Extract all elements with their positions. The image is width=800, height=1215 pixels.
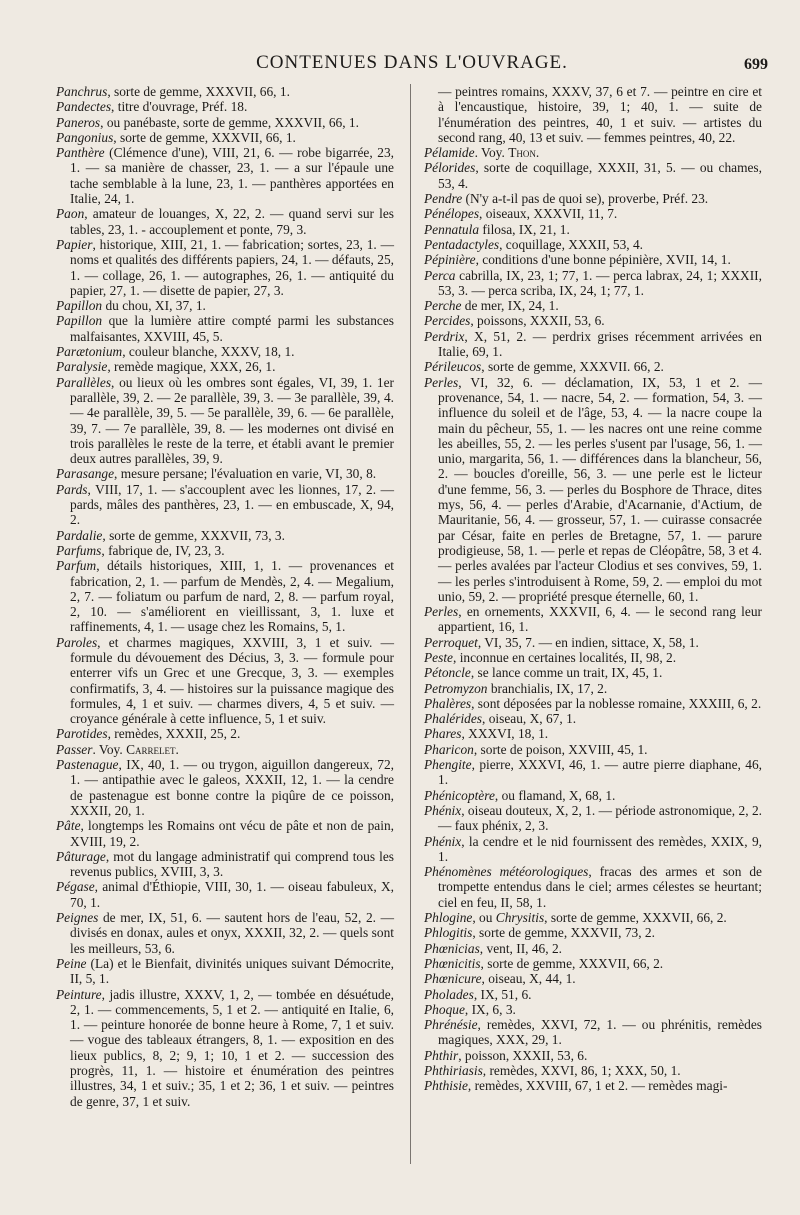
index-entry [56,237,394,298]
entry-headword: Papillon [56,298,103,314]
entry-headword: Phénicoptère [424,787,495,803]
entry-headword: Percides [424,313,471,329]
entry-headword: Phénix [424,833,462,849]
entry-text: , la cendre et le nid fournissent des remèdes, XXIX, 9, 1. [438,833,762,864]
entry-text: , amateur de louanges, X, 22, 2. — quand servi sur les tables, 23, 1. - accouplement et ponte, 79, 3. [70,206,394,237]
index-entry [56,726,394,741]
entry-headword: Phœnicure [424,971,482,987]
entry-headword: Phrénésie [424,1017,478,1033]
entry-text: — peintres romains, XXXV, 37, 6 et 7. — peintre en cire et à l'encaustique, histoire, 39, 1; 40, 1. — suite de l'énumération des peintres, 40, 1 et suiv. — artistes du second rang, 40, 13 et suiv. — femmes peintres, 40, 22. [438,84,762,145]
entry-headword: Pastenague [56,757,119,773]
entry-text: , sorte de gemme, XXXVII, 73, 2. [472,925,655,941]
entry-text-tail: . [535,145,540,161]
index-entry [56,543,394,558]
entry-text: , IX, 6, 3. [464,1001,516,1017]
entry-headword: Pangonius [56,129,114,145]
entry-text: , oiseau, X, 44, 1. [481,971,576,987]
index-entry [424,726,762,741]
entry-text: , vent, II, 46, 2. [479,940,562,956]
index-entry [56,84,394,99]
index-entry [424,681,762,696]
entry-headword: Pénélopes [424,206,480,222]
entry-headword: Phlogitis [424,925,473,941]
entry-headword: Phénix [424,802,462,818]
entry-text: de mer, IX, 51, 6. — sautent hors de l'eau, 52, 2. — divisés en donax, aules et onyx, XXXII, 32, 2. — quels sont les meilleurs, 53, 6. [70,910,394,956]
entry-text: , remèdes, XXVI, 86, 1; XXX, 50, 1. [482,1063,681,1078]
entry-text: , oiseau, X, 67, 1. [482,711,577,727]
entry-text: (N'y a-t-il pas de quoi se), proverbe, Préf. 23. [462,191,709,207]
entry-headword: Peine [56,955,87,971]
entry-text: , VIII, 17, 1. — s'accouplent avec les lionnes, 17, 2. — pards, mâles des panthères, 23, 1. — en embuscade, X, 94, 2. [70,481,394,528]
entry-headword: Panchrus [56,84,108,99]
entry-text: , sorte de gemme, XXXVII, 66, 2. [480,955,664,971]
index-entry [424,635,762,650]
entry-headword: Petromyzon [424,680,488,696]
entry-text: , XXXVI, 18, 1. [461,726,549,742]
entry-headword: Phalérides [424,711,483,727]
entry-text: , sorte de gemme, XXXVII, 66, 1. [107,84,290,99]
index-entry [56,298,394,313]
entry-text: , animal d'Éthiopie, VIII, 30, 1. — oiseau fabuleux, X, 70, 1. [70,879,394,910]
index-entry [424,84,762,145]
index-entry [424,987,762,1002]
index-entry [424,1078,762,1093]
entry-text: , sorte de coquillage, XXXII, 31, 5. — ou chames, 53, 4. [438,160,762,191]
entry-text: filosa, IX, 21, 1. [479,221,570,237]
entry-headword: Pennatula [424,221,480,237]
entry-headword: Passer [56,741,93,757]
entry-text: de mer, IX, 24, 1. [461,298,559,314]
index-entry [424,925,762,940]
entry-text: , VI, 35, 7. — en indien, sittace, X, 58, 1. [477,634,699,650]
index-entry [424,834,762,865]
entry-headword: Phoque [424,1001,465,1017]
entry-text: , poisson, XXXII, 53, 6. [458,1047,588,1063]
index-entry [424,206,762,221]
index-entry [56,956,394,987]
index-entry [424,650,762,665]
entry-text: , ou lieux où les ombres sont égales, VI, 39, 1. 1er parallèle, 39, 2. — 2e parallèle, 39, 3. — 3e parallèle, 39, 4. — 4e parallèle, 39, 5. — 5e parallèle, 39, 6. — 6e parallèle, 39, 7. — 7e parallèle, 39, 8. — les modernes ont divisé en trois parallèles le reste de la terre, et établi avant le premier deux autres parallèles, 39, 9. [70,374,394,467]
entry-text: , sorte de gemme, XXXVII, 73, 3. [102,527,285,543]
entry-text: , se lance comme un trait, IX, 45, 1. [470,665,663,681]
entry-text: , IX, 40, 1. — ou trygon, aiguillon dangereux, 72, 1. — antipathie avec le galeos, XXXII, 12, 1. — la cendre de pastenague est bonne contre la piqûre de ce poisson, XXXII, 20, 1. [70,757,394,818]
entry-headword: Pentadactyles [424,236,500,252]
entry-headword: Parætonium [56,344,123,360]
entry-text: , pierre, XXXVI, 46, 1. — autre pierre diaphane, 46, 1. [438,757,762,788]
entry-text: , mesure persane; l'évaluation en varie, VI, 30, 8. [114,466,377,482]
index-entry [424,711,762,726]
entry-text: , X, 51, 2. — perdrix grises récemment arrivées en Italie, 69, 1. [438,328,762,360]
entry-text: , sorte de gemme, XXXVII, 66, 1. [113,129,296,145]
entry-headword: Perroquet [424,634,478,650]
entry-text: (La) et le Bienfait, divinités uniques suivant Démocrite, II, 5, 1. [70,955,394,987]
index-entry [56,359,394,374]
entry-text: , sorte de gemme, XXXVII. 66, 2. [481,359,664,375]
entry-text: cabrilla, IX, 23, 1; 77, 1. — perca labrax, 24, 1; XXXII, 53, 3. — perca scriba, IX, 24, 1; 77, 1. [438,267,762,298]
entry-headword: Perles [424,604,459,620]
entry-text: (Clémence d'une), VIII, 21, 6. — robe bigarrée, 23, 1. — sa manière de chasser, 23, 1. — a sur l'épaule une tache semblable à la lune, 23, 1. — panthères apportées en Italie, 24, 1. [70,145,394,207]
entry-headword: Pélorides [424,160,476,176]
running-title: CONTENUES DANS L'OUVRAGE. [256,52,568,73]
entry-headword: Peignes [56,910,99,926]
entry-text: , fabrique de, IV, 23, 3. [101,542,225,558]
index-entry [424,298,762,313]
entry-text: , couleur blanche, XXXV, 18, 1. [122,344,295,360]
index-entry [56,115,394,130]
entry-text: , fracas des armes et son de trompette entendus dans le ciel; armes célestes se heurtant; ciel en feu, II, 58, 1. [438,864,763,910]
entry-headword: Pégase [56,879,95,895]
index-entry [424,803,762,834]
entry-headword: Phalères [424,695,472,711]
index-entry [424,268,762,299]
entry-text: , ou panébaste, sorte de gemme, XXXVII, 66, 1. [100,114,359,130]
index-entry [56,466,394,481]
entry-text: , mot du langage administratif qui comprend tous les revenus publics, XVIII, 3, 3. [70,848,394,880]
entry-headword: Pards [56,481,88,497]
index-entry [56,558,394,634]
index-entry [424,375,762,604]
index-entry [424,237,762,252]
column-divider [410,84,411,1164]
entry-text: branchialis, IX, 17, 2. [487,680,608,696]
index-entry [56,818,394,849]
index-entry [424,252,762,267]
page-number: 699 [744,56,768,73]
entry-headword-alt: Chrysitis [495,910,545,926]
index-entry [424,1063,762,1078]
entry-text: , IX, 51, 6. [473,986,532,1002]
index-entry [56,757,394,818]
entry-text: , remèdes, XXVI, 72, 1. — ou phrénitis, remèdes magiques, XXX, 29, 1. [438,1017,762,1048]
index-entry [424,160,762,191]
index-entry [424,329,762,360]
index-entry [56,99,394,114]
entry-text-tail: , sorte de gemme, XXXVII, 66, 2. [544,910,727,926]
index-entry [424,788,762,803]
entry-headword: Papier [56,236,93,252]
index-entry [424,941,762,956]
entry-headword: Pendre [424,191,463,207]
entry-text: que la lumière attire compté parmi les substances malfaisantes, XXVIII, 45, 5. [70,313,394,344]
entry-headword: Paroles [56,634,98,650]
index-column-right [424,84,762,1094]
entry-text: . Voy. [92,741,127,757]
index-entry [424,742,762,757]
entry-text: , ou flamand, X, 68, 1. [494,787,616,803]
entry-headword: Phthiriasis [424,1063,483,1078]
entry-headword: Pholades [424,986,474,1002]
entry-headword: Parallèles [56,374,112,390]
index-entry [424,1048,762,1063]
index-entry [424,696,762,711]
entry-headword: Peinture [56,986,102,1002]
index-entry [56,987,394,1109]
entry-headword: Perdrix [424,328,465,344]
entry-headword: Phthisie [424,1078,468,1094]
entry-headword: Pardalie [56,527,103,543]
index-entry [56,375,394,467]
index-entry [424,604,762,635]
entry-headword: Panthère [56,145,105,161]
entry-text: , détails historiques, XIII, 1, 1. — provenances et fabrication, 2, 1. — parfum de Mendès, 2, 4. — Megalium, 2, 7. — foliatum ou parfum de nard, 2, 8. — parfum royal, 2, 10. — s'améliorent en vieillissant, 3, 1. luxe et raffinements, 4, 1. — usage chez les Romains, 5, 1. [70,558,394,635]
entry-headword: Pharicon [424,741,474,757]
index-entry [56,206,394,237]
entry-headword: Phlogine [424,910,473,926]
entry-text: , en ornements, XXXVII, 6, 4. — le second rang leur appartient, 16, 1. [438,604,762,635]
index-entry [424,359,762,374]
index-entry [56,879,394,910]
entry-headword: Phœnicitis [424,955,481,971]
cross-reference: Thon [508,145,536,161]
index-entry [56,635,394,727]
entry-text: , sorte de poison, XXVIII, 45, 1. [473,741,648,757]
entry-text: . Voy. [474,145,509,161]
entry-headword: Parfum [56,558,97,574]
index-entry [424,956,762,971]
index-entry [56,910,394,956]
entry-headword: Périleucos [424,359,482,375]
entry-headword: Phares [424,726,462,742]
index-entry [424,910,762,925]
index-entry [424,971,762,986]
index-entry [56,528,394,543]
entry-headword: Pandectes [56,99,112,115]
index-entry [56,130,394,145]
entry-headword: Peste [424,649,453,665]
entry-headword: Phengite [424,757,472,773]
entry-headword: Pétoncle [424,665,471,681]
cross-reference: Carrelet [126,741,176,757]
entry-headword: Perca [424,267,456,283]
entry-headword: Phénomènes météorologiques [424,864,589,880]
index-entry [424,1017,762,1048]
index-entry [424,145,762,160]
entry-headword: Phœnicias [424,940,480,956]
entry-headword: Perles [424,374,459,390]
entry-headword: Parasange [56,466,115,482]
entry-text: , historique, XIII, 21, 1. — fabrication; sortes, 23, 1. — noms et qualités des différents papiers, 24, 1. — défauts, 25, 1. — collage, 26, 1. — autographes, 26, 1. — antiquité du papier, 27, 1. — disette de papier, 27, 3. [70,236,394,298]
entry-headword: Perche [424,298,462,314]
entry-headword: Pépinière [424,252,476,268]
index-entry [424,864,762,910]
entry-text: , oiseau douteux, X, 2, 1. — période astronomique, 2, 2. — faux phénix, 2, 3. [438,802,762,834]
entry-headword: Paneros [56,114,101,130]
entry-text: , poissons, XXXII, 53, 6. [470,313,605,329]
entry-text: , remèdes, XXXII, 25, 2. [107,726,241,742]
entry-text: , VI, 32, 6. — déclamation, IX, 53, 1 et 2. — provenance, 54, 1. — nacre, 54, 2. — formation, 54, 3. — influence du soleil et de l'âge, 53, 4. — la nacre coupe la main du pêcheur, 55, 1. — les nacres ont une reine comme les abeilles, 55, 2. — les perles s'usent par l'usage, 56, 1. — unio, margarita, 56, 1. — différences dans la blancheur, 56, 2. — boucles d'oreille, 56, 3. — une perle est le licteur d'une femme, 56, 3. — perles du Bosphore de Thrace, dites mys, 56, 4. — perles d'Arabie, d'Acarnanie, d'Actium, de Mauritanie, 56, 4. — grosseur, 57, 1. — cuirasse consacrée par César, faite en perles de Bretagne, 57, 1. — parure prodigieuse, 58, 1. — perle et repas de Cléopâtre, 58, 3 et 4. — perles avalées par l'acteur Clodius et ses convives, 59, 1. — les perles s'introduisent à Rome, 59, 2. — emploi du mot unio, 59, 2. — propriété presque éternelle, 60, 1. [438,374,762,604]
entry-text: , conditions d'une bonne pépinière, XVII, 14, 1. [475,252,731,268]
index-entry [56,313,394,344]
entry-headword: Phthir [424,1047,459,1063]
index-entry [424,757,762,788]
entry-text-tail: . [175,741,179,757]
entry-text: , titre d'ouvrage, Préf. 18. [111,99,248,115]
index-entry [424,313,762,328]
index-entry [424,1002,762,1017]
index-entry [424,665,762,680]
index-column-left [56,84,394,1109]
entry-headword: Papillon [56,313,103,329]
entry-text: , et charmes magiques, XXVIII, 3, 1 et suiv. — formule du dévouement des Décius, 3, 3. — formule pour enterrer vifs un Grec et une Grecque, 3, 3. — exemples confirmatifs, 3, 4. — histoires sur la puissance magique des formules, 4, 1 et suiv. — charmes divers, 4, 5 et suiv. — croyance générale à cette influence, 5, 1 et suiv. [70,634,394,727]
index-entry [56,849,394,880]
entry-text: , longtemps les Romains ont vécu de pâte et non de pain, XVIII, 19, 2. [70,818,394,849]
entry-text: , ou [472,910,496,926]
entry-headword: Pâturage [56,848,106,864]
index-entry [56,482,394,528]
entry-text: , inconnue en certaines localités, II, 98, 2. [453,649,677,665]
entry-headword: Paon [56,206,85,222]
index-entry [56,742,394,757]
index-entry [424,222,762,237]
entry-text: , remèdes, XXVIII, 67, 1 et 2. — remèdes magi- [467,1078,728,1094]
entry-headword: Paralysie [56,359,108,375]
entry-text: , sont déposées par la noblesse romaine, XXXIII, 6, 2. [471,695,762,711]
index-entry [56,145,394,206]
index-entry [424,191,762,206]
entry-text: , remède magique, XXX, 26, 1. [107,359,276,375]
entry-text: , coquillage, XXXII, 53, 4. [499,236,644,252]
entry-text: , oiseaux, XXXVII, 11, 7. [479,206,618,222]
entry-headword: Pélamide [424,145,475,161]
entry-text: du chou, XI, 37, 1. [102,298,206,314]
entry-text: , jadis illustre, XXXV, 1, 2, — tombée en désuétude, 2, 1. — commencements, 5, 1 et 2. — antiquité en Italie, 6, 1. — peinture honorée de bonne heure à Rome, 7, 1 et suiv. — vogue des tableaux étrangers, 8, 1. — exposition en des lieux publics, 8, 2; 9, 1; 10, 1 et 2. — succession des progrès, 11, 1. — histoire et énumération des peintres illustres, 34, 1 et suiv.; 35, 1 et 2; 36, 1 et suiv. — peintres de genre, 37, 1 et suiv. [70,986,394,1109]
entry-headword: Parotides [56,726,108,742]
index-entry [56,344,394,359]
running-head [56,48,768,76]
entry-headword: Pâte [56,818,81,834]
entry-headword: Parfums [56,542,102,558]
